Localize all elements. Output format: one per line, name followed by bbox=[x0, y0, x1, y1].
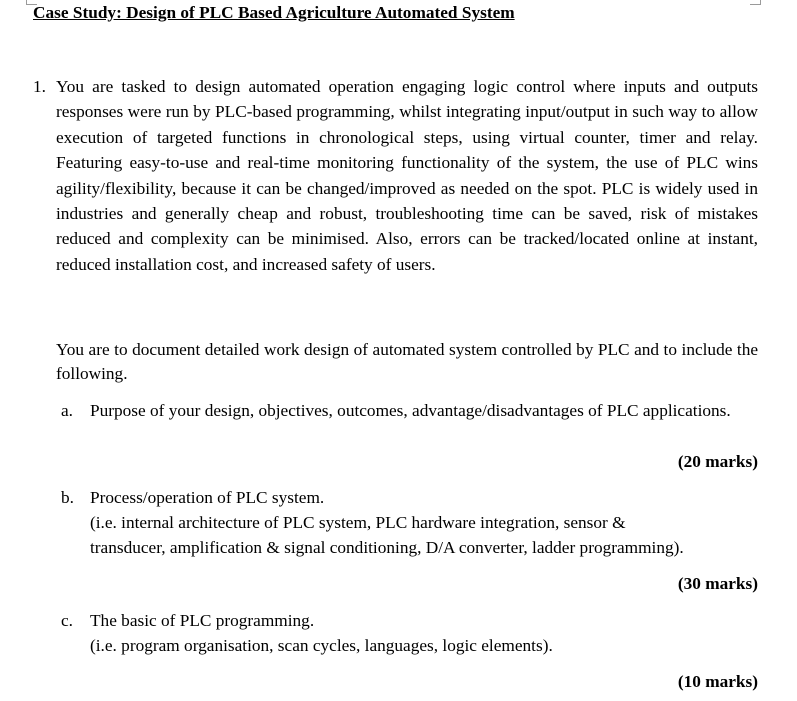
part-b-marks: (30 marks) bbox=[677, 574, 758, 593]
part-b-letter: b. bbox=[61, 488, 74, 507]
question-intro-paragraph: You are tasked to design automated operation engaging logic control where inputs and outputs responses were run by PLC-based programming, whilst integrating input/output in such way to allow execution of targeted functions in chronological steps, using virtual counter, timer and relay. Featuring easy-to-use and real-time monitoring functionality of the system, the use of PLC wins agility/flexibility, because it can be changed/improved as needed on the spot. PLC is widely used in industries and generally cheap and robust, troubleshooting time can be saved, risk of mistakes reduced and complexity can be minimised. Also, errors can be tracked/located online at instant, reduced installation cost, and increased safety of users. bbox=[56, 77, 758, 274]
instruction-paragraph: You are to document detailed work design of automated system controlled by PLC and to include the following. bbox=[56, 340, 758, 383]
part-c-marks: (10 marks) bbox=[677, 672, 758, 691]
part-a-text: Purpose of your design, objectives, outcomes, advantage/disadvantages of PLC applications. bbox=[90, 401, 731, 420]
part-a-letter: a. bbox=[61, 401, 73, 420]
case-study-title: Case Study: Design of PLC Based Agriculture Automated System bbox=[33, 3, 515, 22]
part-b-text: Process/operation of PLC system. bbox=[90, 488, 325, 507]
question-number: 1. bbox=[33, 77, 46, 96]
part-c-detail-line1: (i.e. program organisation, scan cycles, languages, logic elements). bbox=[90, 636, 553, 655]
part-a-marks: (20 marks) bbox=[677, 452, 758, 471]
part-b-block bbox=[90, 485, 758, 560]
page-corner-mark-right bbox=[750, 0, 761, 5]
part-b-detail-line1: (i.e. internal architecture of PLC system, PLC hardware integration, sensor & bbox=[90, 513, 626, 532]
part-c-block bbox=[90, 608, 758, 658]
part-b-detail-line2: transducer, amplification & signal conditioning, D/A converter, ladder programming). bbox=[90, 538, 684, 557]
part-c-text: The basic of PLC programming. bbox=[90, 611, 315, 630]
part-c-letter: c. bbox=[61, 611, 73, 630]
